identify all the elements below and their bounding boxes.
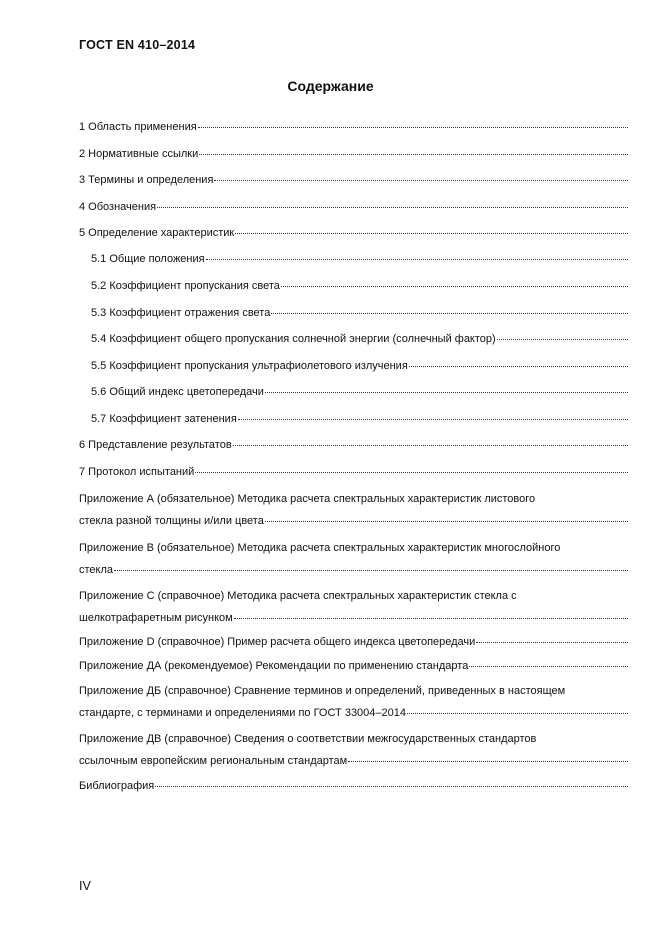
toc-entry-line [79,117,628,135]
dot-leader [476,630,628,643]
toc-entry[interactable] [79,170,628,188]
toc-entry-text: 7 Протокол испытаний [79,466,195,478]
document-code: ГОСТ EN 410–2014 [79,38,196,52]
toc-entry-text: 1 Область применения [79,121,197,133]
toc-entry-text: 2 Нормативные ссылки [79,148,199,160]
dot-leader [233,433,628,446]
dot-leader [271,301,628,314]
toc-entry[interactable] [79,249,628,267]
toc-entry-title-line: Приложение В (обязательное) Методика расчета спектральных характеристик многослойного [79,542,561,554]
toc-entry-text: стандарте, с терминами и определениями по ГОСТ 33004–2014 [79,707,407,719]
toc-entry-text: 6 Представление результатов [79,439,232,451]
toc-entry-line [79,632,628,650]
toc-entry[interactable] [79,276,628,294]
toc-entry[interactable] [79,117,628,135]
toc-entry-title-line: Приложение С (справочное) Методика расчета спектральных характеристик стекла с [79,590,517,602]
dot-leader [214,168,628,181]
dot-leader [497,327,628,340]
toc-entry[interactable] [79,223,628,241]
toc-entry-title-line: Приложение ДБ (справочное) Сравнение терминов и определений, приведенных в настоящем [79,685,566,697]
toc-entry-text: 5.4 Коэффициент общего пропускания солнечной энергии (солнечный фактор) [91,333,496,345]
toc-entry-text: 5.7 Коэффициент затенения [91,413,237,425]
dot-leader [206,247,628,260]
toc-entry-line [79,197,628,215]
toc-entry-line [91,382,628,400]
toc-entry-line [79,702,628,724]
toc-entry[interactable] [79,728,628,772]
toc-entry-line [79,510,628,532]
toc-entry-text: 5.5 Коэффициент пропускания ультрафиолетового излучения [91,360,408,372]
page-title: Содержание [287,78,374,94]
toc-entry-line [79,656,628,674]
toc-entry-line [91,356,628,374]
dot-leader [281,274,628,287]
dot-leader [265,509,628,522]
toc-entry-line [79,144,628,162]
dot-leader [235,221,628,234]
toc-entry[interactable] [79,409,628,427]
dot-leader [234,606,628,619]
toc-entry[interactable] [79,488,628,532]
dot-leader [238,407,628,420]
toc-entry-text: 5 Определение характеристик [79,227,235,239]
dot-leader [409,354,628,367]
toc-entry-title-line: Приложение А (обязательное) Методика расчета спектральных характеристик листового [79,493,536,505]
dot-leader [195,460,628,473]
toc-entry-text: 5.1 Общие положения [91,253,205,265]
toc-entry-line [79,607,628,629]
toc-entry-line [79,559,628,581]
toc-entry[interactable] [79,303,628,321]
toc-entry-line [79,776,628,794]
toc-entry-line [91,329,628,347]
toc-entry[interactable] [79,435,628,453]
toc-entry-text: ссылочным европейским региональным стандартам [79,755,348,767]
toc-entry-text: стекла разной толщины и/или цвета [79,515,264,527]
toc-entry-line [79,223,628,241]
dot-leader [157,195,628,208]
toc-entry-text: шелкотрафаретным рисунком [79,612,233,624]
toc-entry[interactable] [79,680,628,724]
toc-entry[interactable] [79,329,628,347]
toc-entry[interactable] [79,776,628,794]
dot-leader [199,142,628,155]
dot-leader [407,701,628,714]
dot-leader [469,654,628,667]
toc-entry[interactable] [79,144,628,162]
toc-entry-line [79,750,628,772]
toc-entry[interactable] [79,632,628,650]
toc-entry[interactable] [79,656,628,674]
toc-entry-line [79,435,628,453]
toc-entry-text: 4 Обозначения [79,201,157,213]
dot-leader [114,558,628,571]
page-number: IV [79,879,91,893]
toc-entry-text: 5.2 Коэффициент пропускания света [91,280,280,292]
toc-entry-line [79,462,628,480]
toc-entry-text: 3 Термины и определения [79,174,214,186]
toc-entry-text: Библиография [79,780,155,792]
toc-entry-line [79,170,628,188]
toc-entry[interactable] [79,462,628,480]
toc-entry[interactable] [79,585,628,629]
toc-entry-line [91,409,628,427]
toc-entry[interactable] [79,382,628,400]
dot-leader [265,380,628,393]
toc-entry-text: 5.3 Коэффициент отражения света [91,307,271,319]
toc-entry-line [91,249,628,267]
toc-entry-line [91,303,628,321]
toc-entry[interactable] [79,197,628,215]
toc-entry-line [91,276,628,294]
toc-entry-title-line: Приложение ДВ (справочное) Сведения о соответствии межгосударственных стандартов [79,733,537,745]
toc-entry[interactable] [79,537,628,581]
dot-leader [348,749,628,762]
toc-entry-text: Приложение ДА (рекомендуемое) Рекомендации по применению стандарта [79,660,469,672]
dot-leader [155,774,628,787]
dot-leader [198,115,628,128]
toc-entry-text: стекла [79,564,114,576]
toc-entry[interactable] [79,356,628,374]
toc-entry-text: 5.6 Общий индекс цветопередачи [91,386,264,398]
toc-entry-text: Приложение D (справочное) Пример расчета общего индекса цветопередачи [79,636,476,648]
